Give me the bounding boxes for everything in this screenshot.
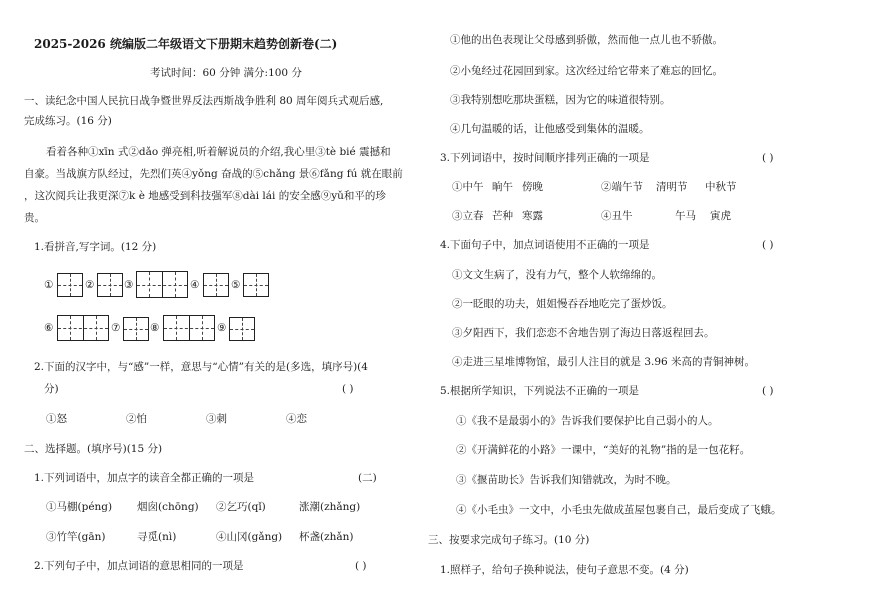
writing-grid-3[interactable] xyxy=(136,271,188,298)
option: ①怒 xyxy=(46,413,67,425)
option: ②乞巧(qǐ) xyxy=(216,501,266,513)
option: ①他的出色表现让父母感到骄傲，然而他一点儿也不骄傲。 xyxy=(450,34,723,46)
section-1-heading-cont: 完成练习。(16 分) xyxy=(24,115,112,127)
question-1: 1.看拼音,写字词。(12 分) xyxy=(34,241,157,253)
option: 寅虎 xyxy=(710,210,731,222)
grid-label: ⑥ xyxy=(44,322,54,334)
option: 傍晚 xyxy=(522,181,543,193)
option: 芒种 xyxy=(492,210,513,222)
option: ④丑牛 xyxy=(601,210,633,222)
option: ④恋 xyxy=(286,413,307,425)
option: 涨潮(zhǎng) xyxy=(299,501,361,513)
option: ④山冈(gǎng) xyxy=(216,531,283,543)
question-2-cont: 分) xyxy=(44,383,59,395)
question-2-1: 1.下列词语中，加点字的读音全都正确的一项是 xyxy=(34,472,255,484)
option: ④《小毛虫》一文中，小毛虫先做成茧屋包裹自己，最后变成了飞蛾。 xyxy=(456,504,782,516)
passage-line: 贵。 xyxy=(24,212,45,224)
passage-line: ，这次阅兵让我更深⑦k è 地感受到科技强军⑧dài lái 的安全感⑨yǔ和平的珍 xyxy=(24,190,386,202)
option: 寻觅(nì) xyxy=(137,531,177,543)
writing-grid-8[interactable] xyxy=(163,315,215,341)
answer-blank[interactable]: ( ) xyxy=(342,383,354,395)
option: ③竹竿(gān) xyxy=(46,531,106,543)
option: ③《揠苗助长》告诉我们知错就改，为时不晚。 xyxy=(456,474,677,486)
passage-line: 看着各种①xīn 式②dǎo 弹亮相,听着解说员的介绍,我心里③tè bié 震撼和 xyxy=(46,146,391,158)
option: ④几句温暖的话，让他感受到集体的温暖。 xyxy=(450,123,650,135)
grid-label: ④ xyxy=(190,279,200,291)
option: ①马棚(péng) xyxy=(46,501,113,513)
grid-label: ① xyxy=(44,279,54,291)
question-2: 2.下面的汉字中，与“感”一样，意思与“心情”有关的是(多选，填序号)(4 xyxy=(34,361,368,373)
writing-grid-9[interactable] xyxy=(229,317,255,341)
writing-grid-5[interactable] xyxy=(243,273,269,297)
writing-grid-1[interactable] xyxy=(57,273,83,297)
option: ①文文生病了，没有力气，整个人软绵绵的。 xyxy=(452,269,662,281)
option: ④走进三星堆博物馆，最引人注目的就是 3.96 米高的青铜神树。 xyxy=(452,356,756,368)
question-3: 3.下列词语中，按时间顺序排列正确的一项是 xyxy=(440,152,650,164)
option: ②一眨眼的功夫，姐姐慢吞吞地吃完了蛋炒饭。 xyxy=(452,298,673,310)
answer-blank[interactable]: ( ) xyxy=(762,239,774,251)
grid-label: ⑨ xyxy=(217,322,227,334)
option: ③刺 xyxy=(206,413,227,425)
question-3-1: 1.照样子，给句子换种说法，使句子意思不变。(4 分) xyxy=(440,564,689,576)
section-2-heading: 二、选择题。(填序号)(15 分) xyxy=(24,443,163,455)
answer-blank[interactable]: (二) xyxy=(358,472,377,484)
option: ③夕阳西下，我们恋恋不舍地告别了海边日落返程回去。 xyxy=(452,327,715,339)
option: ①《我不是最弱小的》告诉我们要保护比自己弱小的人。 xyxy=(456,415,719,427)
option: 寒露 xyxy=(522,210,543,222)
writing-grid-7[interactable] xyxy=(123,317,149,341)
grid-label: ⑤ xyxy=(231,279,241,291)
option: ②《开满鲜花的小路》一课中，“美好的礼物”指的是一包花籽。 xyxy=(456,444,751,456)
option: 杯盏(zhǎn) xyxy=(299,531,354,543)
option: 烟囱(chōng) xyxy=(137,501,199,513)
section-1-heading: 一、读纪念中国人民抗日战争暨世界反法西斯战争胜利 80 周年阅兵式观后感, xyxy=(24,95,384,107)
option: ③我特别想吃那块蛋糕，因为它的味道很特别。 xyxy=(450,94,671,106)
writing-grid-6[interactable] xyxy=(57,315,109,341)
option: 清明节 xyxy=(656,181,688,193)
grid-label: ③ xyxy=(124,279,134,291)
writing-grid-2[interactable] xyxy=(97,273,123,297)
writing-grid-4[interactable] xyxy=(203,273,229,297)
question-2-2: 2.下列句子中，加点词语的意思相同的一项是 xyxy=(34,560,244,572)
passage-line: 自豪。当战旗方队经过，先烈们英④yǒng 奋战的⑤chǎng 景⑥fǎng fú 就在眼前 xyxy=(24,168,403,180)
option: 午马 xyxy=(675,210,696,222)
option: ③立春 xyxy=(452,210,484,222)
option: ②端午节 xyxy=(601,181,643,193)
option: 中秋节 xyxy=(705,181,737,193)
option: ①中午 xyxy=(452,181,484,193)
answer-blank[interactable]: ( ) xyxy=(355,560,367,572)
exam-info: 考试时间：60 分钟 满分:100 分 xyxy=(150,67,302,79)
option: 晌午 xyxy=(492,181,513,193)
answer-blank[interactable]: ( ) xyxy=(762,152,774,164)
grid-label: ⑧ xyxy=(150,322,160,334)
section-3-heading: 三、按要求完成句子练习。(10 分) xyxy=(428,534,590,546)
question-5: 5.根据所学知识，下列说法不正确的一项是 xyxy=(440,385,640,397)
option: ②小兔经过花园回到家。这次经过给它带来了难忘的回忆。 xyxy=(450,65,723,77)
grid-label: ② xyxy=(85,279,95,291)
grid-label: ⑦ xyxy=(111,322,121,334)
page-title: 2025-2026 统编版二年级语文下册期末趋势创新卷(二) xyxy=(34,37,338,51)
option: ②怕 xyxy=(126,413,147,425)
answer-blank[interactable]: ( ) xyxy=(762,385,774,397)
question-4: 4.下面句子中，加点词语使用不正确的一项是 xyxy=(440,239,650,251)
